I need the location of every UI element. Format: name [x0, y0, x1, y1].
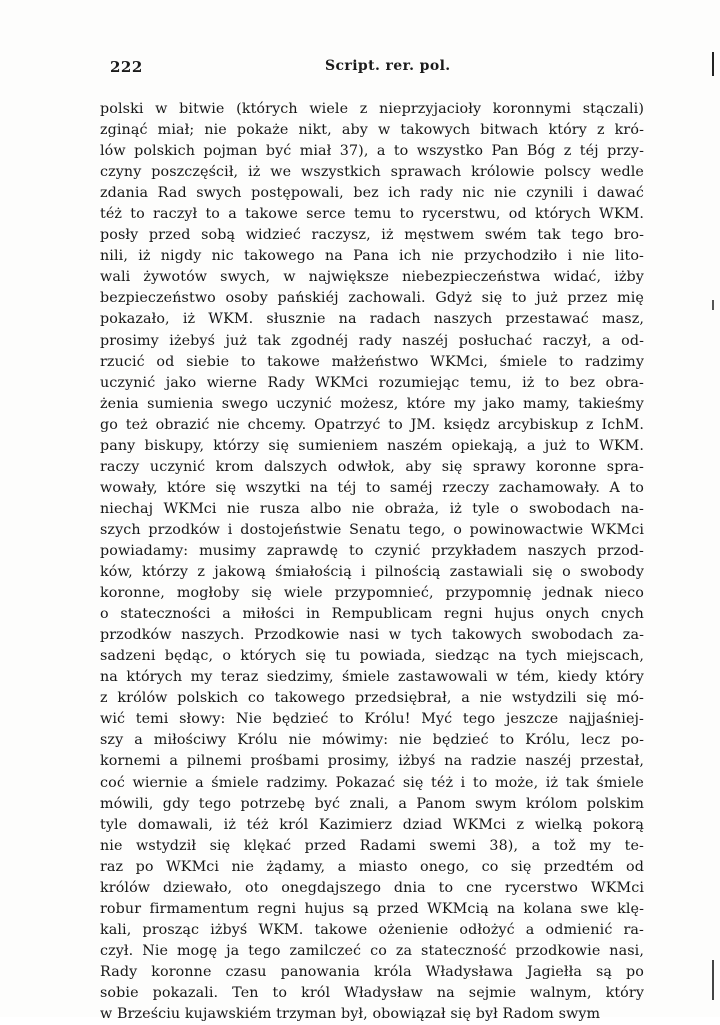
text-line: na których my teraz siedzimy, śmiele zastawowali w tém, kiedy który: [100, 669, 644, 686]
text-line: przodków naszych. Przodkowie nasi w tych takowych swobodach za-: [100, 627, 644, 644]
text-line: zginąć miał; nie pokaże nikt, aby w takowych bitwach który z kró-: [100, 122, 644, 139]
text-line: robur firmamentum regni hujus są przed WKMcią na kolana swe klę-: [100, 900, 644, 917]
body-text: [100, 99, 644, 1025]
text-line: wali żywotów swych, w największe niebezpieczeństwa widać, iżby: [100, 269, 644, 286]
page-number: 222: [110, 58, 143, 76]
text-line: kornemi a pilnemi prośbami prosimy, iżbyś na radzie naszéj przestał,: [100, 753, 644, 770]
text-line: wić temi słowy: Nie będzieć to Królu! Myć tego jeszcze najjaśniej-: [100, 711, 644, 728]
text-line: lów polskich pojman być miał 37), a to wszystko Pan Bóg z téj przy-: [100, 143, 644, 160]
text-line: ków, którzy z jakową śmiałością i pilnością zastawiali się o swobody: [100, 564, 644, 581]
text-line: zdania Rad swych postępowali, bez ich rady nic nie czynili i dawać: [100, 185, 644, 202]
text-line: pany biskupy, którzy się sumieniem naszém opiekają, a już to WKM.: [100, 437, 644, 454]
text-line: nie wstydził się klękać przed Radami swemi 38), a tož my te-: [100, 837, 644, 854]
text-line: bezpieczeństwo osoby pańskiéj zachowali. Gdyż się to już przez mię: [100, 290, 644, 307]
text-line: tyle domawali, iż téż król Kazimierz dziad WKMci z wielką pokorą: [100, 816, 644, 833]
text-line: téż to raczył to a takowe serce temu to rycerstwu, od których WKM.: [100, 206, 644, 223]
text-line: nili, iż nigdy nic takowego na Pana ich nie przychodziło i nie lito-: [100, 248, 644, 265]
text-line: pokazało, iż WKM. słusznie na radach naszych przestawać masz,: [100, 311, 644, 328]
text-line: królów dziewało, oto onegdajszego dnia to cne rycerstwo WKMci: [100, 879, 644, 896]
text-line: o stateczności a miłości in Rempublicam regni hujus onych cnych: [100, 606, 644, 623]
page-edge-mark: [712, 960, 714, 1000]
text-line: kali, prosząc iżbyś WKM. takowe ożenienie odłożyć a odmienić ra-: [100, 921, 644, 938]
text-line: z królów polskich co takowego przedsiębrał, a nie wstydzili się mó-: [100, 690, 644, 707]
text-line: koronne, mogłoby się wiele przypomnieć, przypomnię jednak nieco: [100, 585, 644, 602]
text-line: go też obrazić nie chcemy. Opatrzyć to JM. księdz arcybiskup z IchM.: [100, 416, 644, 433]
text-line: czyny poszczęścił, iż we wszystkich sprawach królowie polscy wedle: [100, 164, 644, 181]
text-line: raz po WKMci nie żądamy, a miasto onego, co się przedtém od: [100, 858, 644, 875]
text-line: czył. Nie mogę ja tego zamilczeć co za stateczność przodkowie nasi,: [100, 942, 644, 959]
text-line: w Brześciu kujawskiém trzyman był, obowiązał się był Radom swym: [100, 1006, 601, 1023]
text-line: polski w bitwie (których wiele z nieprzyjacioły koronnymi stączali): [100, 101, 644, 117]
text-line: niechaj WKMci nie rusza albo nie obraża, iż tyle o swobodach na-: [100, 500, 644, 517]
running-title: Script. rer. pol.: [325, 58, 451, 74]
text-line: raczy uczynić krom dalszych odwłok, aby się sprawy koronne spra-: [100, 458, 644, 475]
text-line: Rady koronne czasu panowania króla Władysława Jagiełła są po: [100, 963, 644, 980]
page-header: [110, 58, 646, 82]
text-line: żenia sumienia swego uczynić możesz, które my jako mamy, takieśmy: [100, 395, 644, 412]
text-line: mówili, gdy tego potrzebę być znali, a Panom swym królom polskim: [100, 795, 644, 812]
text-line: prosimy iżebyś już tak zgodnéj rady naszéj posłuchać raczył, a od-: [100, 332, 644, 349]
text-line: posły przed sobą widzieć raczysz, iż męstwem swém tak tego bro-: [100, 227, 644, 244]
text-line: rzucić od siebie to takowe małżeństwo WKMci, śmiele to radzimy: [100, 353, 644, 370]
text-line: powiadamy: musimy zaprawdę to czynić przykładem naszych przod-: [100, 542, 644, 559]
page-edge-mark: [712, 300, 714, 310]
text-line: szych przodków i dostojeństwie Senatu tego, o powinowactwie WKMci: [100, 521, 644, 538]
text-line: wowały, które się wszytki na téj to saméj rzeczy zachamowały. A to: [100, 479, 644, 496]
text-line: uczynić jako wierne Rady WKMci rozumiejąc temu, iż to bez obra-: [100, 374, 644, 391]
page-edge-mark: [712, 52, 714, 76]
text-line: sadzeni będąc, o których się tu powiada, siedząc na tych miejscach,: [100, 648, 644, 665]
text-line: szy a miłościwy Królu nie mówimy: nie będzieć to Królu, lecz po-: [100, 732, 644, 749]
text-line: coć wiernie a śmiele radzimy. Pokazać się téż i to może, iż tak śmiele: [100, 774, 644, 791]
text-line: sobie pokazali. Ten to król Władysław na sejmie walnym, który: [100, 984, 644, 1001]
